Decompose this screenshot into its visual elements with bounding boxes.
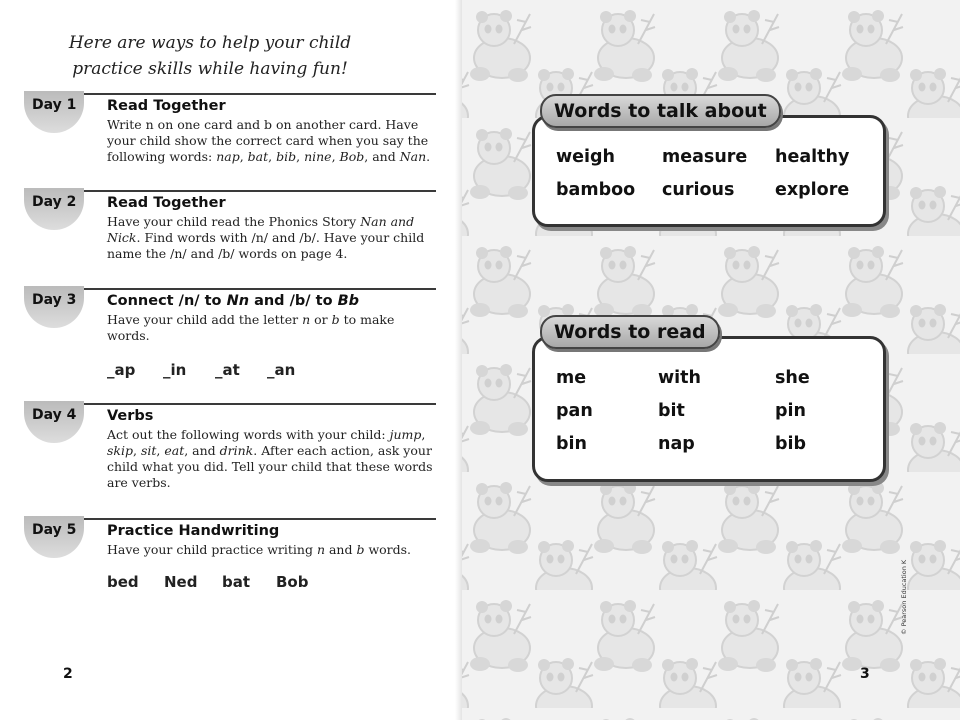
page-number-right: 3 (860, 666, 870, 682)
vocab-word: explore (775, 180, 850, 200)
section-divider (24, 403, 436, 405)
word-item: _in (163, 361, 187, 379)
word-item: _an (267, 361, 296, 379)
read-word: bib (775, 434, 807, 454)
word-list (107, 361, 295, 379)
word-item: _ap (107, 361, 136, 379)
section-divider (24, 518, 436, 520)
day-tab (24, 91, 84, 133)
word-item: _at (215, 361, 240, 379)
vocab-word: weigh (556, 147, 616, 167)
words-to-talk-about-box (532, 115, 886, 227)
page-number-left: 2 (63, 666, 73, 682)
read-word: pan (556, 401, 593, 421)
day-body: Act out the following words with your child: jump, skip, sit, eat, and drink. After each action, ask your child what you did. Tell your child that these words are verbs. (107, 427, 433, 490)
day-title: Practice Handwriting (107, 523, 280, 539)
read-word: pin (775, 401, 806, 421)
day-body: Have your child add the letter n or b to make words. (107, 312, 395, 343)
right-page (462, 0, 960, 720)
vocab-word: healthy (775, 147, 850, 167)
words-to-read-title: Words to read (540, 315, 720, 349)
word-item: bat (222, 573, 251, 591)
day-tab-label: Day 5 (32, 522, 77, 538)
day-tab (24, 516, 84, 558)
read-word: bit (658, 401, 685, 421)
section-divider (24, 288, 436, 290)
day-tab-label: Day 1 (32, 97, 77, 113)
day-title: Read Together (107, 98, 226, 114)
day-tab (24, 286, 84, 328)
section-divider (24, 93, 436, 95)
day-body: Write n on one card and b on another card. Have your child show the correct card when you say the following words: nap, bat, bib, nine, Bob, and Nan. (107, 117, 431, 164)
day-tab-label: Day 4 (32, 407, 77, 423)
day-tab (24, 188, 84, 230)
word-item: bed (107, 573, 139, 591)
read-word: with (658, 368, 701, 388)
word-item: Bob (276, 573, 309, 591)
day-body: Have your child practice writing n and b words. (107, 542, 412, 557)
day-tab-label: Day 3 (32, 292, 77, 308)
vocab-word: curious (662, 180, 735, 200)
day-body: Have your child read the Phonics Story Nan and Nick. Find words with /n/ and /b/. Have your child name the /n/ and /b/ words on page 4. (107, 214, 425, 261)
day-title: Verbs (107, 408, 154, 424)
copyright-notice (898, 525, 908, 635)
read-word: bin (556, 434, 587, 454)
intro-heading: Here are ways to help your child practice skills while having fun! (68, 33, 352, 79)
word-list (107, 573, 308, 591)
read-word: me (556, 368, 587, 388)
read-word: nap (658, 434, 695, 454)
day-tab (24, 401, 84, 443)
left-page (0, 0, 462, 720)
section-divider (24, 190, 436, 192)
words-to-talk-about-title: Words to talk about (540, 94, 781, 128)
day-tab-label: Day 2 (32, 194, 77, 210)
day-title: Connect /n/ to Nn and /b/ to Bb (107, 293, 360, 309)
svg-text:© Pearson Education K: © Pearson Education K (900, 559, 908, 635)
word-item: Ned (164, 573, 198, 591)
vocab-word: bamboo (556, 180, 636, 200)
day-title: Read Together (107, 195, 226, 211)
read-word: she (775, 368, 810, 388)
vocab-word: measure (662, 147, 748, 167)
